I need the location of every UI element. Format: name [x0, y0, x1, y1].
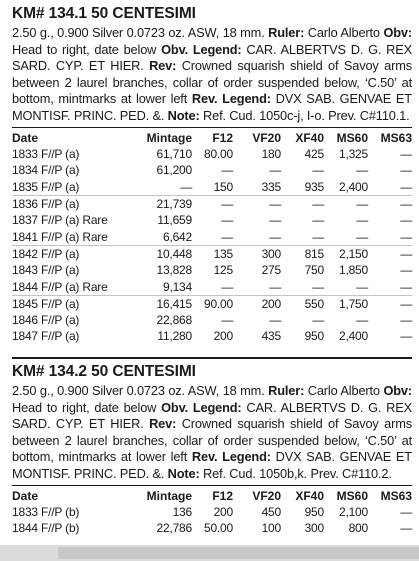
cell-ms60: — — [356, 213, 368, 228]
column-header-mintage: Mintage — [146, 130, 192, 145]
cell-ms60: — — [356, 313, 368, 328]
field-label: Rev. Legend: — [191, 449, 271, 464]
entry-title: KM# 134.1 50 CENTESIMI — [12, 5, 196, 22]
table-row — [12, 146, 412, 162]
table-row — [12, 262, 412, 278]
column-header-f12: F12 — [212, 130, 233, 145]
cell-vf20: — — [269, 197, 281, 212]
table-row — [12, 228, 412, 245]
cell-ms60: 2,400 — [338, 329, 368, 344]
mintage-table — [12, 129, 412, 345]
field-text: Carlo Alberto — [304, 25, 384, 40]
field-label: Ruler: — [268, 383, 305, 398]
cell-xf40: — — [312, 313, 324, 328]
cell-date: 1846 F//P (a) — [12, 313, 80, 328]
cell-f12: 200 — [213, 329, 233, 344]
cell-xf40: 425 — [304, 147, 324, 162]
cell-date: 1835 F//P (a) — [12, 179, 130, 196]
cell-ms60: 1,750 — [338, 296, 368, 311]
cell-mintage: 16,415 — [156, 296, 192, 311]
cell-mintage: 11,280 — [157, 329, 192, 344]
cell-f12: — — [221, 313, 233, 328]
cell-vf20: 300 — [261, 246, 281, 261]
cell-f12: 80.00 — [203, 147, 233, 162]
cell-vf20: 335 — [233, 179, 281, 196]
column-header-f12: F12 — [212, 488, 233, 503]
horizontal-scrollbar-thumb[interactable] — [58, 547, 419, 559]
cell-ms60: 800 — [348, 521, 368, 536]
table-header-row — [12, 487, 412, 504]
cell-date: 1837 F//P (a) Rare — [12, 213, 108, 228]
cell-date: 1844 F//P (b) — [12, 521, 80, 536]
cell-f12: 50.00 — [203, 521, 233, 536]
field-text: Carlo Alberto — [304, 383, 384, 398]
column-header-date: Date — [12, 130, 39, 145]
cell-f12: 135 — [213, 246, 233, 261]
entry-separator — [12, 357, 412, 359]
column-header-ms63: MS63 — [380, 488, 412, 503]
cell-mintage: 22,786 — [156, 521, 192, 536]
cell-mintage: 21,739 — [156, 197, 192, 212]
table-row — [12, 162, 412, 178]
cell-xf40: 750 — [304, 263, 324, 278]
cell-mintage: 61,710 — [156, 147, 192, 162]
cell-ms63: — — [400, 213, 412, 228]
field-text: Crowned squarish shield of Savoy arms between 2 laurel branches, collar of order suspended below, ‘C.50’ at bottom, mintmarks at lower left — [12, 58, 412, 106]
cell-date: 1843 F//P (a) — [12, 263, 80, 278]
table-row — [12, 504, 412, 520]
cell-f12: 125 — [213, 263, 233, 278]
cell-xf40: — — [312, 213, 324, 228]
field-label: Obv. Legend: — [161, 41, 242, 57]
column-header-ms60: MS60 — [336, 130, 368, 145]
cell-mintage: 13,828 — [156, 263, 192, 278]
cell-ms63: — — [400, 313, 412, 328]
cell-mintage: — — [130, 179, 192, 196]
cell-f12: — — [221, 213, 233, 228]
cell-ms63: — — [400, 263, 412, 278]
cell-ms63: — — [368, 179, 412, 196]
cell-vf20: 450 — [261, 505, 281, 520]
column-header-date: Date — [12, 488, 39, 503]
column-header-xf40: XF40 — [295, 130, 324, 145]
entry-description — [12, 25, 412, 124]
cell-f12: 90.00 — [203, 296, 233, 311]
cell-ms60: 2,400 — [324, 179, 368, 196]
cell-xf40: — — [312, 163, 324, 178]
cell-xf40: — — [281, 228, 324, 245]
cell-mintage: 136 — [172, 505, 192, 520]
field-text: DVX SAB. GENVAE ET MONTISF. PRINC. PED. &. — [12, 91, 412, 123]
cell-mintage: 6,642 — [130, 228, 192, 245]
cell-xf40: — — [312, 197, 324, 212]
table-row — [12, 179, 412, 196]
cell-ms60: 2,100 — [338, 505, 368, 520]
field-text: Ref. Cud. 1050c-j, I-o. Prev. C#110.1. — [199, 107, 410, 123]
cell-xf40: 950 — [304, 329, 324, 344]
cell-vf20: 200 — [261, 296, 281, 311]
cell-xf40: 935 — [281, 179, 324, 196]
cell-date: 1847 F//P (a) — [12, 329, 80, 344]
cell-mintage: 9,134 — [130, 278, 192, 295]
column-header-xf40: XF40 — [295, 488, 324, 503]
cell-xf40: — — [281, 278, 324, 295]
cell-ms60: — — [324, 228, 368, 245]
cell-vf20: 100 — [261, 521, 281, 536]
field-label: Note: — [167, 465, 200, 481]
cell-vf20: — — [269, 213, 281, 228]
cell-ms63: — — [400, 197, 412, 212]
field-label: Note: — [167, 107, 200, 123]
coin-entry-km-134-2 — [12, 362, 412, 537]
cell-f12: 150 — [192, 179, 233, 196]
column-header-mintage: Mintage — [146, 488, 192, 503]
cell-ms60: 1,850 — [338, 263, 368, 278]
cell-ms63: — — [400, 147, 412, 162]
cell-f12: — — [221, 197, 233, 212]
cell-vf20: 275 — [261, 263, 281, 278]
field-text: CAR. ALBERTVS D. G. REX SARD. CYP. ET HIER. — [12, 41, 412, 73]
cell-vf20: 435 — [261, 329, 281, 344]
cell-xf40: 300 — [304, 521, 324, 536]
cell-vf20: — — [269, 163, 281, 178]
field-label: Rev. Legend: — [191, 91, 271, 106]
cell-vf20: — — [233, 228, 281, 245]
field-text: DVX SAB. GENVAE ET MONTISF. PRINC. PED. &. — [12, 449, 412, 481]
cell-date: 1845 F//P (a) — [12, 296, 80, 311]
field-text: Ref. Cud. 1050b,k. Prev. C#110.2. — [199, 465, 392, 481]
cell-f12: — — [221, 163, 233, 178]
cell-vf20: — — [269, 313, 281, 328]
coin-entry-km-134-1 — [12, 4, 412, 345]
cell-f12: — — [192, 228, 233, 245]
column-header-vf20: VF20 — [252, 488, 281, 503]
field-label: Obv: — [383, 25, 412, 40]
table-row — [12, 520, 412, 536]
field-label: Rev: — [149, 58, 177, 73]
cell-f12: — — [192, 278, 233, 295]
cell-f12: 200 — [213, 505, 233, 520]
column-header-vf20: VF20 — [252, 130, 281, 145]
field-text: Head to right, date below — [12, 41, 162, 57]
field-label: Ruler: — [268, 25, 305, 40]
cell-date: 1841 F//P (a) Rare — [12, 228, 130, 245]
column-header-ms63: MS63 — [380, 130, 412, 145]
header-rule — [12, 127, 412, 128]
cell-ms63: — — [400, 246, 412, 261]
cell-mintage: 11,659 — [157, 213, 192, 228]
field-label: Obv. Legend: — [161, 399, 242, 415]
cell-ms63: — — [368, 278, 412, 295]
cell-ms63: — — [400, 329, 412, 344]
cell-vf20: — — [233, 278, 281, 295]
header-rule — [12, 485, 412, 486]
cell-date: 1842 F//P (a) — [12, 246, 80, 261]
cell-mintage: 61,200 — [156, 163, 192, 178]
field-label: Obv: — [383, 383, 412, 398]
column-header-ms60: MS60 — [336, 488, 368, 503]
cell-mintage: 22,868 — [156, 313, 192, 328]
cell-date: 1834 F//P (a) — [12, 163, 80, 178]
cell-vf20: 180 — [261, 147, 281, 162]
cell-xf40: 550 — [304, 296, 324, 311]
table-row — [12, 278, 412, 295]
mintage-table — [12, 487, 412, 537]
cell-ms63: — — [400, 521, 412, 536]
entry-title: KM# 134.2 50 CENTESIMI — [12, 363, 196, 380]
field-text: 2.50 g., 0.900 Silver 0.0723 oz. ASW, 18 mm. — [12, 383, 269, 398]
cell-ms63: — — [368, 228, 412, 245]
cell-xf40: 815 — [304, 246, 324, 261]
cell-mintage: 10,448 — [156, 246, 192, 261]
table-row — [12, 245, 412, 262]
cell-ms63: — — [400, 296, 412, 311]
cell-date: 1833 F//P (b) — [12, 505, 80, 520]
field-text: Head to right, date below — [12, 399, 162, 415]
field-text: 2.50 g., 0.900 Silver 0.0723 oz. ASW, 18 mm. — [12, 25, 269, 40]
cell-ms60: — — [356, 197, 368, 212]
cell-date: 1836 F//P (a) — [12, 197, 80, 212]
cell-ms60: — — [356, 163, 368, 178]
field-label: Rev: — [149, 416, 177, 431]
table-row — [12, 312, 412, 328]
table-row — [12, 195, 412, 212]
cell-ms63: — — [400, 505, 412, 520]
cell-ms60: 2,150 — [338, 246, 368, 261]
cell-xf40: 950 — [304, 505, 324, 520]
cell-ms60: 1,325 — [338, 147, 368, 162]
table-row — [12, 328, 412, 344]
entry-description — [12, 383, 412, 482]
cell-ms60: — — [324, 278, 368, 295]
cell-date: 1844 F//P (a) Rare — [12, 278, 130, 295]
table-header-row — [12, 129, 412, 146]
field-text: CAR. ALBERTVS D. G. REX SARD. CYP. ET HIER. — [12, 399, 412, 431]
cell-date: 1833 F//P (a) — [12, 147, 80, 162]
table-row — [12, 295, 412, 312]
cell-ms63: — — [400, 163, 412, 178]
field-text: Crowned squarish shield of Savoy arms between 2 laurel branches, collar of order suspended below, ‘C.50’ at bottom, mintmarks at lower left — [12, 416, 412, 464]
table-row — [12, 212, 412, 228]
